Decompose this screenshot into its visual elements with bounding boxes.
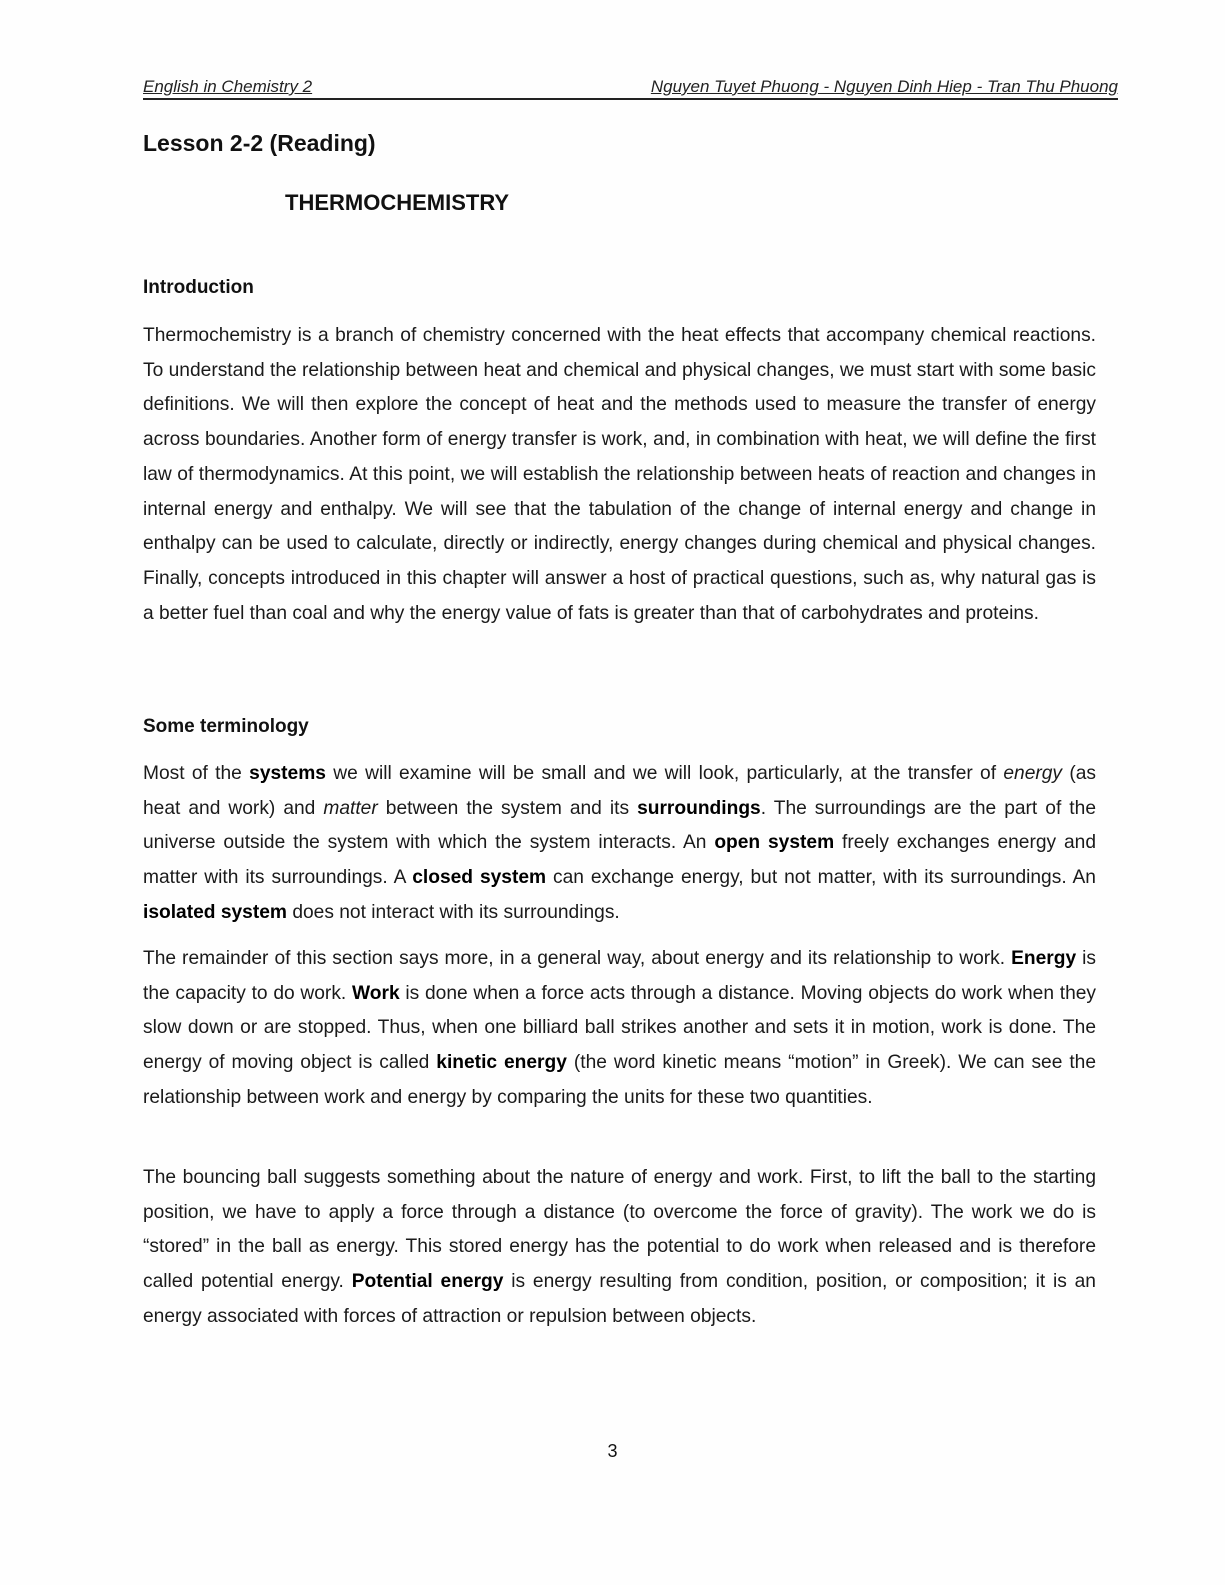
paragraph-potential-energy: The bouncing ball suggests something about the nature of energy and work. First, to lift the ball to the starting position, we have to apply a force through a distance (to overcome the force of gravity). The work we do is “stored” in the ball as energy. This stored energy has the potential to do work when released and is therefore called potential energy. Potential energy is energy resulting from condition, position, or composition; it is an energy associated with forces of attraction or repulsion between objects. xyxy=(143,1167,1096,1327)
paragraph-energy-work: The remainder of this section says more, in a general way, about energy and its relationship to work. Energy is the capacity to do work. Work is done when a force acts through a distance. Moving objects do work when they slow down or are stopped. Thus, when one billiard ball strikes another and sets it in motion, work is done. The energy of moving object is called kinetic energy (the word kinetic means “motion” in Greek). We can see the relationship between work and energy by comparing the units for these two quantities. xyxy=(143,948,1097,1108)
bold-term: kinetic energy xyxy=(436,1052,567,1074)
page-number: 3 xyxy=(607,1441,618,1461)
running-header xyxy=(143,76,1118,100)
chapter-title: THERMOCHEMISTRY xyxy=(285,190,510,215)
italic-term: matter xyxy=(323,797,378,819)
bold-term: Potential energy xyxy=(351,1271,504,1293)
header-course-title: English in Chemistry 2 xyxy=(143,77,313,96)
bold-term: open system xyxy=(714,832,835,854)
paragraph-systems: Most of the systems we will examine will be small and we will look, particularly, at the transfer of energy (as heat and work) and matter between the system and its surroundings. The surroundings are the part of the universe outside the system with which the system interacts. An open system freely exchanges energy and matter with its surroundings. A closed system can exchange energy, but not matter, with its surroundings. An isolated system does not interact with its surroundings. xyxy=(143,763,1096,923)
section-heading-introduction: Introduction xyxy=(143,277,254,298)
bold-term: systems xyxy=(249,763,326,784)
italic-term: energy xyxy=(1003,763,1063,784)
lesson-title: Lesson 2-2 (Reading) xyxy=(143,130,376,156)
bold-term: Energy xyxy=(1011,948,1077,969)
bold-term: closed system xyxy=(412,867,547,889)
paragraph-introduction: Thermochemistry is a branch of chemistry concerned with the heat effects that accompany chemical reactions. To understand the relationship between heat and chemical and physical changes, we must start with some basic definitions. We will then explore the concept of heat and the methods used to measure the transfer of energy across boundaries. Another form of energy transfer is work, and, in combination with heat, we will define the first law of thermodynamics. At this point, we will establish the relationship between heats of reaction and changes in internal energy and enthalpy. We will see that the tabulation of the change of internal energy and change in enthalpy can be used to calculate, directly or indirectly, energy changes during chemical and physical changes. Finally, concepts introduced in this chapter will answer a host of practical questions, such as, why natural gas is a better fuel than coal and why the energy value of fats is greater than that of carbohydrates and proteins. xyxy=(143,325,1096,624)
bold-term: Work xyxy=(352,982,400,1004)
section-heading-terminology: Some terminology xyxy=(143,716,309,737)
bold-term: surroundings xyxy=(637,797,761,819)
header-authors: Nguyen Tuyet Phuong - Nguyen Dinh Hiep - Tran Thu Phuong xyxy=(650,77,1118,96)
bold-term: isolated system xyxy=(143,901,287,923)
